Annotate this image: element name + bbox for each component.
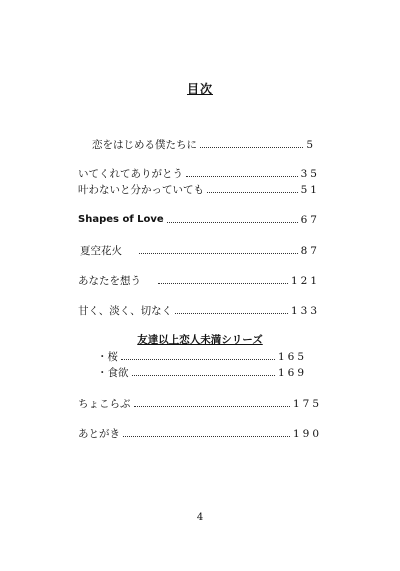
toc-entry (78, 396, 322, 412)
toc-entry-title: あなたを想う (78, 275, 141, 287)
toc-entry (80, 243, 320, 259)
toc-entry (78, 426, 322, 442)
toc-entry-page: 175 (292, 398, 322, 410)
toc-entry-title: 夏空花火 (80, 245, 122, 257)
leader-dots (123, 436, 290, 437)
toc-entry-title: Shapes of Love (78, 214, 164, 225)
series-item (97, 349, 307, 365)
leader-dots (139, 253, 298, 254)
leader-dots (158, 283, 288, 284)
toc-entry-page: 121 (290, 275, 320, 287)
toc-entry-page: 51 (300, 184, 320, 196)
toc-entry-title: 甘く、淡く、切なく (78, 305, 173, 317)
toc-entry (78, 273, 320, 289)
series-item-page: 165 (277, 351, 307, 363)
page-number: 4 (196, 512, 204, 523)
toc-entry-page: 87 (300, 245, 320, 257)
toc-entry (78, 166, 320, 182)
toc-entry-page: 133 (290, 305, 320, 317)
series-heading: 友達以上恋人未満シリーズ (137, 334, 263, 346)
toc-entry (78, 182, 320, 198)
toc-entry-title: 恋をはじめる僕たちに (92, 139, 197, 151)
series-item-page: 169 (277, 367, 307, 379)
leader-dots (207, 192, 298, 193)
leader-dots (134, 406, 290, 407)
leader-dots (132, 375, 275, 376)
leader-dots (186, 176, 298, 177)
toc-entry (92, 137, 316, 153)
toc-entry-title: いてくれてありがとう (78, 168, 183, 180)
leader-dots (200, 147, 303, 148)
leader-dots (121, 359, 275, 360)
toc-entry-title: ちょこらぶ (78, 398, 131, 410)
toc-entry-page: 5 (306, 139, 316, 151)
toc-entry-page: 35 (300, 168, 320, 180)
series-item-title: ・桜 (97, 351, 118, 363)
toc-title: 目次 (186, 82, 213, 96)
toc-entry-page: 190 (292, 428, 322, 440)
series-item-title: ・食欲 (97, 367, 129, 379)
series-item (97, 365, 307, 381)
toc-entry-title: あとがき (78, 428, 120, 440)
leader-dots (175, 313, 288, 314)
toc-entry-title: 叶わないと分かっていても (78, 184, 204, 196)
toc-entry (78, 212, 320, 228)
leader-dots (167, 222, 298, 223)
toc-entry (78, 303, 320, 319)
toc-entry-page: 67 (300, 214, 320, 226)
